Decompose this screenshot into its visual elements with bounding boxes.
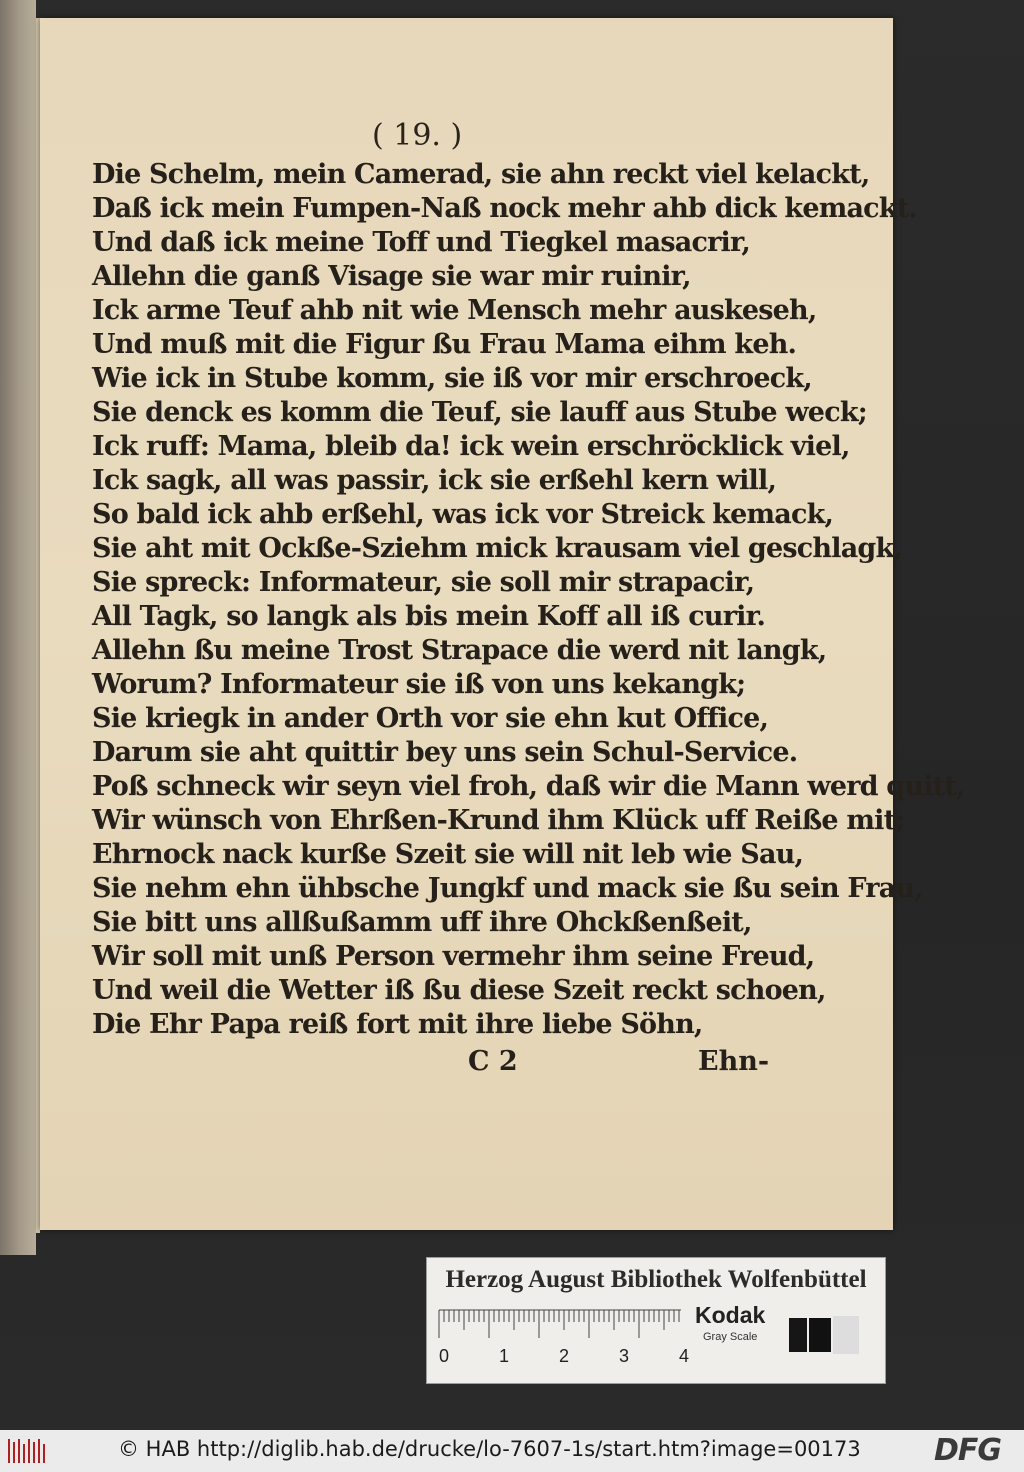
text-line: Poß schneck wir seyn viel froh, daß wir die Mann werd quitt, [92,771,965,802]
text-line: Ick ruff: Mama, bleib da! ick wein erschröcklick viel, [92,431,850,462]
kodak-logo: Kodak [695,1302,766,1328]
text-line: Wir wünsch von Ehrßen-Krund ihm Klück uff Reiße mit; [92,805,905,836]
text-line: Sie nehm ehn ühbsche Jungkf und mack sie ßu sein Frau, [92,873,923,904]
text-line: Sie kriegk in ander Orth vor sie ehn kut Office, [92,703,769,734]
dfg-logo: DFG [934,1433,1002,1468]
text-line: Und daß ick meine Toff und Tiegkel masacrir, [92,227,751,258]
text-line: Sie denck es komm die Teuf, sie lauff aus Stube weck; [92,397,867,428]
text-line: Ick sagk, all was passir, ick sie erßehl kern will, [92,465,777,496]
poem-text [92,158,965,1042]
text-line: Und muß mit die Figur ßu Frau Mama eihm keh. [92,329,797,360]
text-line: Wie ick in Stube komm, sie iß vor mir erschroeck, [92,363,812,394]
gray-swatch [789,1318,807,1352]
signature-mark: C 2 [468,1046,518,1077]
text-line: So bald ick ahb erßehl, was ick vor Streick kemack, [92,499,834,530]
text-line: Die Ehr Papa reiß fort mit ihre liebe Söhn, [92,1009,703,1040]
library-color-card [426,1257,886,1384]
copyright-link[interactable]: © HAB http://diglib.hab.de/drucke/lo-7607-1s/start.htm?image=00173 [118,1437,861,1461]
ruler-label: 4 [679,1346,690,1366]
text-line: Wir soll mit unß Person vermehr ihm seine Freud, [92,941,815,972]
gray-swatch [833,1316,859,1354]
text-line: Sie spreck: Informateur, sie soll mir strapacir, [92,567,755,598]
gray-scale-label: Gray Scale [703,1331,758,1343]
ruler-scale [435,1308,690,1370]
text-line: Allehn ßu meine Trost Strapace die werd nit langk, [92,635,827,666]
ruler-label: 2 [559,1346,570,1366]
text-line: Darum sie aht quittir bey uns sein Schul-Service. [92,737,798,768]
text-line: Und weil die Wetter iß ßu diese Szeit reckt schoen, [92,975,826,1006]
catchword: Ehn- [698,1046,770,1077]
gray-swatch [809,1318,831,1352]
text-line: Worum? Informateur sie iß von uns kekangk; [92,669,746,700]
facing-page-edge [0,0,36,1255]
text-line: Ehrnock nack kurße Szeit sie will nit leb wie Sau, [92,839,804,870]
barcode-logo-icon [6,1436,50,1466]
viewer-footer [0,1430,1024,1472]
page-number: ( 19. ) [372,118,463,153]
library-name: Herzog August Bibliothek Wolfenbüttel [445,1266,867,1293]
text-line: All Tagk, so langk als bis mein Koff all iß curir. [92,601,766,632]
text-line: Sie aht mit Ockße-Sziehm mick krausam viel geschlagk, [92,533,902,564]
text-line: Sie bitt uns allßußamm uff ihre Ohckßenßeit, [92,907,752,938]
text-line: Die Schelm, mein Camerad, sie ahn reckt viel kelackt, [92,159,870,190]
text-line: Ick arme Teuf ahb nit wie Mensch mehr auskeseh, [92,295,817,326]
ruler-label: 1 [499,1346,510,1366]
ruler-label: 3 [619,1346,630,1366]
text-line: Daß ick mein Fumpen-Naß nock mehr ahb dick kemackt. [92,193,917,224]
text-line: Allehn die ganß Visage sie war mir ruinir, [92,261,691,292]
ruler-label: 0 [439,1346,450,1366]
